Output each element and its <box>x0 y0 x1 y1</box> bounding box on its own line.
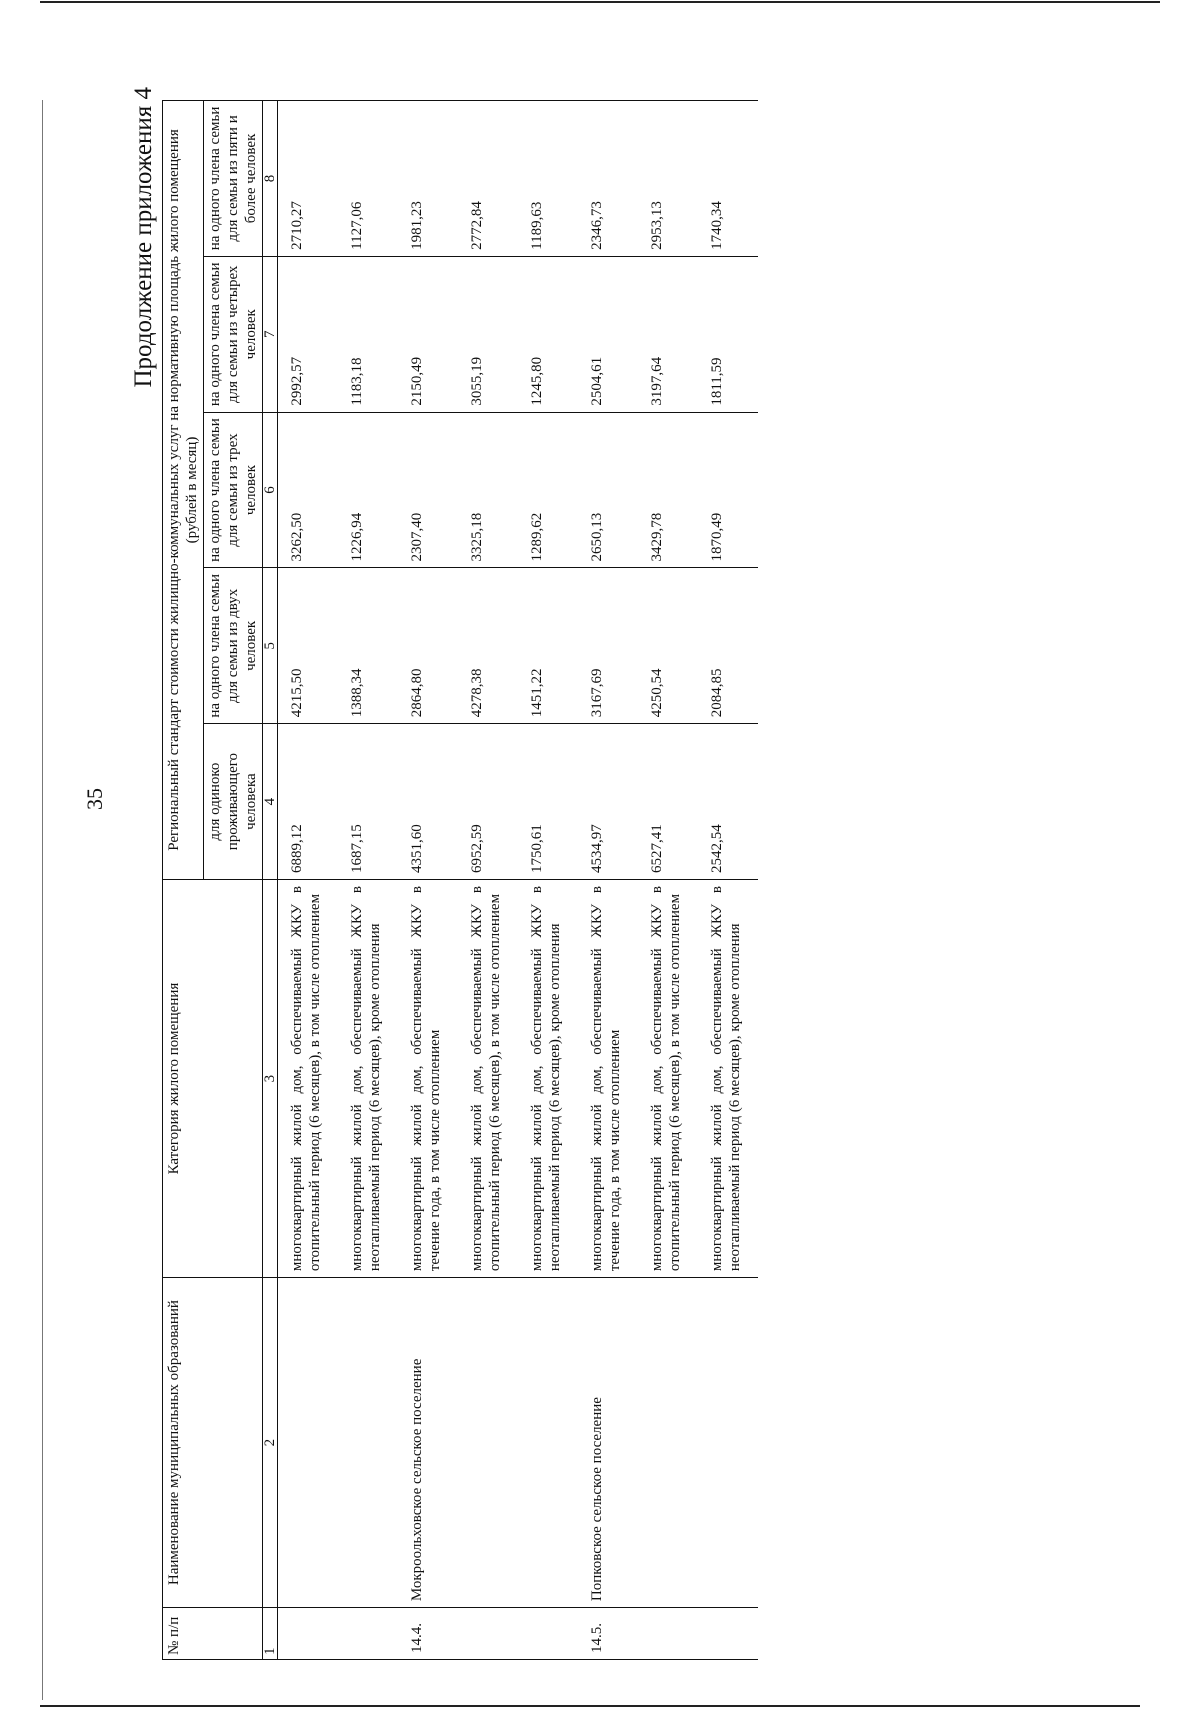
municipality-name: Попковское сельское поселение <box>578 1278 638 1608</box>
municipality-name <box>698 1278 758 1608</box>
value-three: 3429,78 <box>638 412 698 568</box>
row-number <box>458 1608 518 1660</box>
column-number: 1 <box>263 1608 278 1660</box>
row-number <box>338 1608 398 1660</box>
value-three: 2650,13 <box>578 412 638 568</box>
municipality-name: Мокроольховское сельское поселение <box>398 1278 458 1608</box>
housing-cost-table <box>162 100 758 1660</box>
municipality-name <box>338 1278 398 1608</box>
table-row <box>398 101 458 1660</box>
value-single: 6952,59 <box>458 724 518 880</box>
value-four: 3055,19 <box>458 256 518 412</box>
value-two: 1388,34 <box>338 568 398 724</box>
value-three: 1226,94 <box>338 412 398 568</box>
table-row <box>518 101 578 1660</box>
value-five-plus: 2346,73 <box>578 101 638 257</box>
column-number: 2 <box>263 1278 278 1608</box>
row-number <box>278 1608 339 1660</box>
value-single: 2542,54 <box>698 724 758 880</box>
table-row <box>278 101 339 1660</box>
value-five-plus: 2772,84 <box>458 101 518 257</box>
value-single: 6889,12 <box>278 724 339 880</box>
housing-category: многоквартирный жилой дом, обеспечиваемый ЖКУ в отопительный период (6 месяцев), в том числе отоплением <box>278 880 339 1278</box>
value-five-plus: 1189,63 <box>518 101 578 257</box>
table-body <box>278 101 759 1660</box>
value-five-plus: 1127,06 <box>338 101 398 257</box>
value-three: 3262,50 <box>278 412 339 568</box>
header-category: Категория жилого помещения <box>163 880 263 1278</box>
header-name: Наименование муниципальных образований <box>163 1278 263 1608</box>
value-four: 1245,80 <box>518 256 578 412</box>
housing-category: многоквартирный жилой дом, обеспечиваемый ЖКУ в неотапливаемый период (6 месяцев), кроме отопления <box>698 880 758 1278</box>
value-five-plus: 2953,13 <box>638 101 698 257</box>
value-three: 1289,62 <box>518 412 578 568</box>
value-two: 2864,80 <box>398 568 458 724</box>
value-five-plus: 1740,34 <box>698 101 758 257</box>
value-four: 1811,59 <box>698 256 758 412</box>
value-four: 1183,18 <box>338 256 398 412</box>
page-heading: Продолжение приложения 4 <box>130 87 157 388</box>
header-sub-five-plus: на одного члена семьи для семьи из пяти и более человек <box>204 101 263 257</box>
value-two: 2084,85 <box>698 568 758 724</box>
value-two: 3167,69 <box>578 568 638 724</box>
housing-category: многоквартирный жилой дом, обеспечиваемый ЖКУ в неотапливаемый период (6 месяцев), кроме отопления <box>518 880 578 1278</box>
table-row <box>338 101 398 1660</box>
value-five-plus: 2710,27 <box>278 101 339 257</box>
value-single: 1750,61 <box>518 724 578 880</box>
value-four: 2504,61 <box>578 256 638 412</box>
value-five-plus: 1981,23 <box>398 101 458 257</box>
value-single: 4534,97 <box>578 724 638 880</box>
row-number <box>698 1608 758 1660</box>
municipality-name <box>518 1278 578 1608</box>
row-number: 14.5. <box>578 1608 638 1660</box>
value-four: 3197,64 <box>638 256 698 412</box>
row-number <box>518 1608 578 1660</box>
table-row <box>578 101 638 1660</box>
column-number: 5 <box>263 568 278 724</box>
column-number: 7 <box>263 256 278 412</box>
value-three: 2307,40 <box>398 412 458 568</box>
header-sub-single: для одиноко проживающего человека <box>204 724 263 880</box>
value-single: 4351,60 <box>398 724 458 880</box>
header-sub-three: на одного члена семьи для семьи из трех человек <box>204 412 263 568</box>
value-two: 4215,50 <box>278 568 339 724</box>
housing-category: многоквартирный жилой дом, обеспечиваемый ЖКУ в неотапливаемый период (6 месяцев), кроме отопления <box>338 880 398 1278</box>
value-four: 2992,57 <box>278 256 339 412</box>
header-standard: Региональный стандарт стоимости жилищно-коммунальных услуг на нормативную площадь жилого помещения (рублей в месяц) <box>163 101 204 880</box>
housing-category: многоквартирный жилой дом, обеспечиваемый ЖКУ в течение года, в том числе отоплением <box>578 880 638 1278</box>
municipality-name <box>638 1278 698 1608</box>
value-two: 4278,38 <box>458 568 518 724</box>
header-sub-two: на одного члена семьи для семьи из двух человек <box>204 568 263 724</box>
page-number: 35 <box>82 788 107 810</box>
header-sub-four: на одного члена семьи для семьи из четырех человек <box>204 256 263 412</box>
municipality-name <box>458 1278 518 1608</box>
column-number: 6 <box>263 412 278 568</box>
value-three: 3325,18 <box>458 412 518 568</box>
housing-category: многоквартирный жилой дом, обеспечиваемый ЖКУ в отопительный период (6 месяцев), в том числе отоплением <box>638 880 698 1278</box>
value-single: 6527,41 <box>638 724 698 880</box>
table-row <box>638 101 698 1660</box>
column-number: 4 <box>263 724 278 880</box>
value-three: 1870,49 <box>698 412 758 568</box>
table-row <box>698 101 758 1660</box>
value-two: 1451,22 <box>518 568 578 724</box>
municipality-name <box>278 1278 339 1608</box>
column-number: 8 <box>263 101 278 257</box>
value-single: 1687,15 <box>338 724 398 880</box>
row-number: 14.4. <box>398 1608 458 1660</box>
header-num: № п/п <box>163 1608 263 1660</box>
table-row <box>458 101 518 1660</box>
housing-category: многоквартирный жилой дом, обеспечиваемый ЖКУ в течение года, в том числе отоплением <box>398 880 458 1278</box>
row-number <box>638 1608 698 1660</box>
value-two: 4250,54 <box>638 568 698 724</box>
housing-category: многоквартирный жилой дом, обеспечиваемый ЖКУ в отопительный период (6 месяцев), в том числе отоплением <box>458 880 518 1278</box>
column-number: 3 <box>263 880 278 1278</box>
value-four: 2150,49 <box>398 256 458 412</box>
